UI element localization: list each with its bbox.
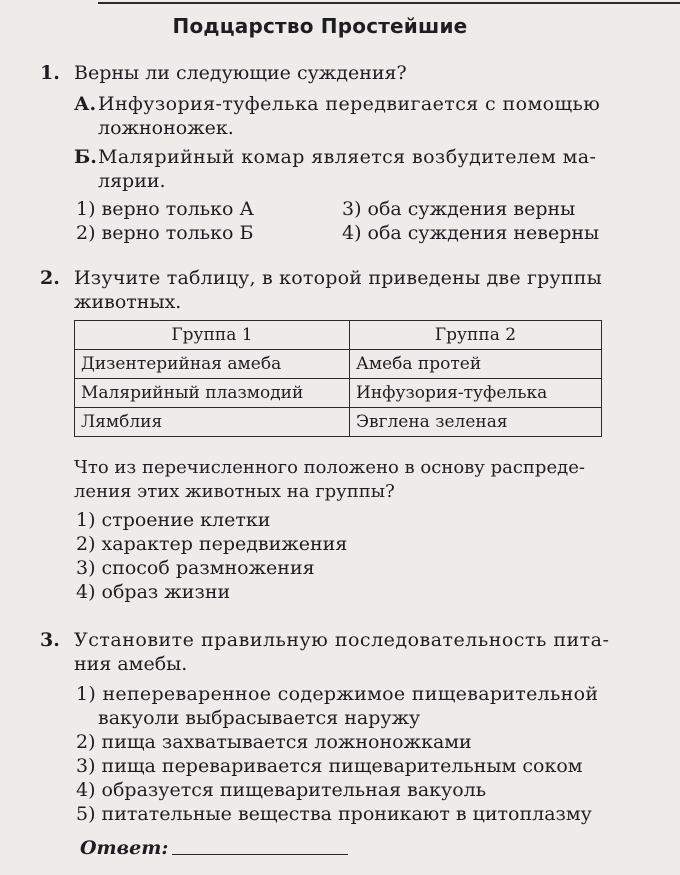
q2-option-3: 3) способ размножения [76, 557, 315, 579]
animal-groups-table [74, 320, 602, 437]
q2-question-1: Что из перечисленного положено в основу распреде- [74, 457, 585, 478]
table-cell: Дизентерийная амеба [75, 350, 350, 379]
table-cell: Эвглена зеленая [350, 408, 602, 437]
q1-b-text-2: лярии. [98, 170, 166, 192]
table-cell: Лямблия [75, 408, 350, 437]
answer-label: Ответ: [80, 837, 169, 859]
table-row [75, 408, 602, 437]
table-header-row [75, 321, 602, 350]
q2-question-2: ления этих животных на группы? [74, 481, 395, 502]
table-row [75, 350, 602, 379]
q1-b-text-1: Малярийный комар является возбудителем ма- [98, 146, 597, 168]
q3-item-3: 3) пища переваривается пищеварительным соком [76, 755, 583, 777]
q2-number: 2. [40, 267, 60, 289]
answer-line[interactable] [172, 854, 348, 855]
q2-option-1: 1) строение клетки [76, 509, 271, 531]
q1-question: Верны ли следующие суждения? [74, 62, 407, 84]
q1-a-text-1: Инфузория-туфелька передвигается с помощью [98, 93, 601, 115]
q3-item-2: 2) пища захватывается ложноножками [76, 731, 472, 753]
q3-number: 3. [40, 629, 60, 651]
q3-item-4: 4) образуется пищеварительная вакуоль [76, 779, 487, 801]
q1-number: 1. [40, 62, 60, 84]
q2-option-4: 4) образ жизни [76, 581, 231, 603]
q1-a-text-2: ложноножек. [98, 117, 234, 139]
q1-option-3: 3) оба суждения верны [342, 198, 576, 220]
q3-item-1-cont: вакуоли выбрасывается наружу [98, 707, 421, 729]
top-rule [98, 2, 680, 4]
q2-intro-1: Изучите таблицу, в которой приведены две группы [74, 267, 602, 289]
table-cell: Амеба протей [350, 350, 602, 379]
q2-intro-2: животных. [74, 291, 182, 313]
q1-a-label: А. [74, 93, 97, 115]
table-cell: Малярийный плазмодий [75, 379, 350, 408]
table-cell: Инфузория-туфелька [350, 379, 602, 408]
table-row [75, 379, 602, 408]
q1-b-label: Б. [74, 146, 97, 168]
q1-option-4: 4) оба суждения неверны [342, 222, 600, 244]
q3-item-1: 1) непереваренное содержимое пищеварительной [76, 683, 599, 705]
q3-item-5: 5) питательные вещества проникают в цитоплазму [76, 803, 592, 825]
q1-option-1: 1) верно только А [76, 198, 254, 220]
q2-option-2: 2) характер передвижения [76, 533, 348, 555]
q3-intro-2: ния амебы. [74, 653, 188, 675]
q3-intro-1: Установите правильную последовательность пита- [74, 629, 610, 651]
table-header-cell: Группа 2 [350, 321, 602, 350]
table-header-cell: Группа 1 [75, 321, 350, 350]
q1-option-2: 2) верно только Б [76, 222, 254, 244]
page-title: Подцарство Простейшие [172, 14, 468, 38]
